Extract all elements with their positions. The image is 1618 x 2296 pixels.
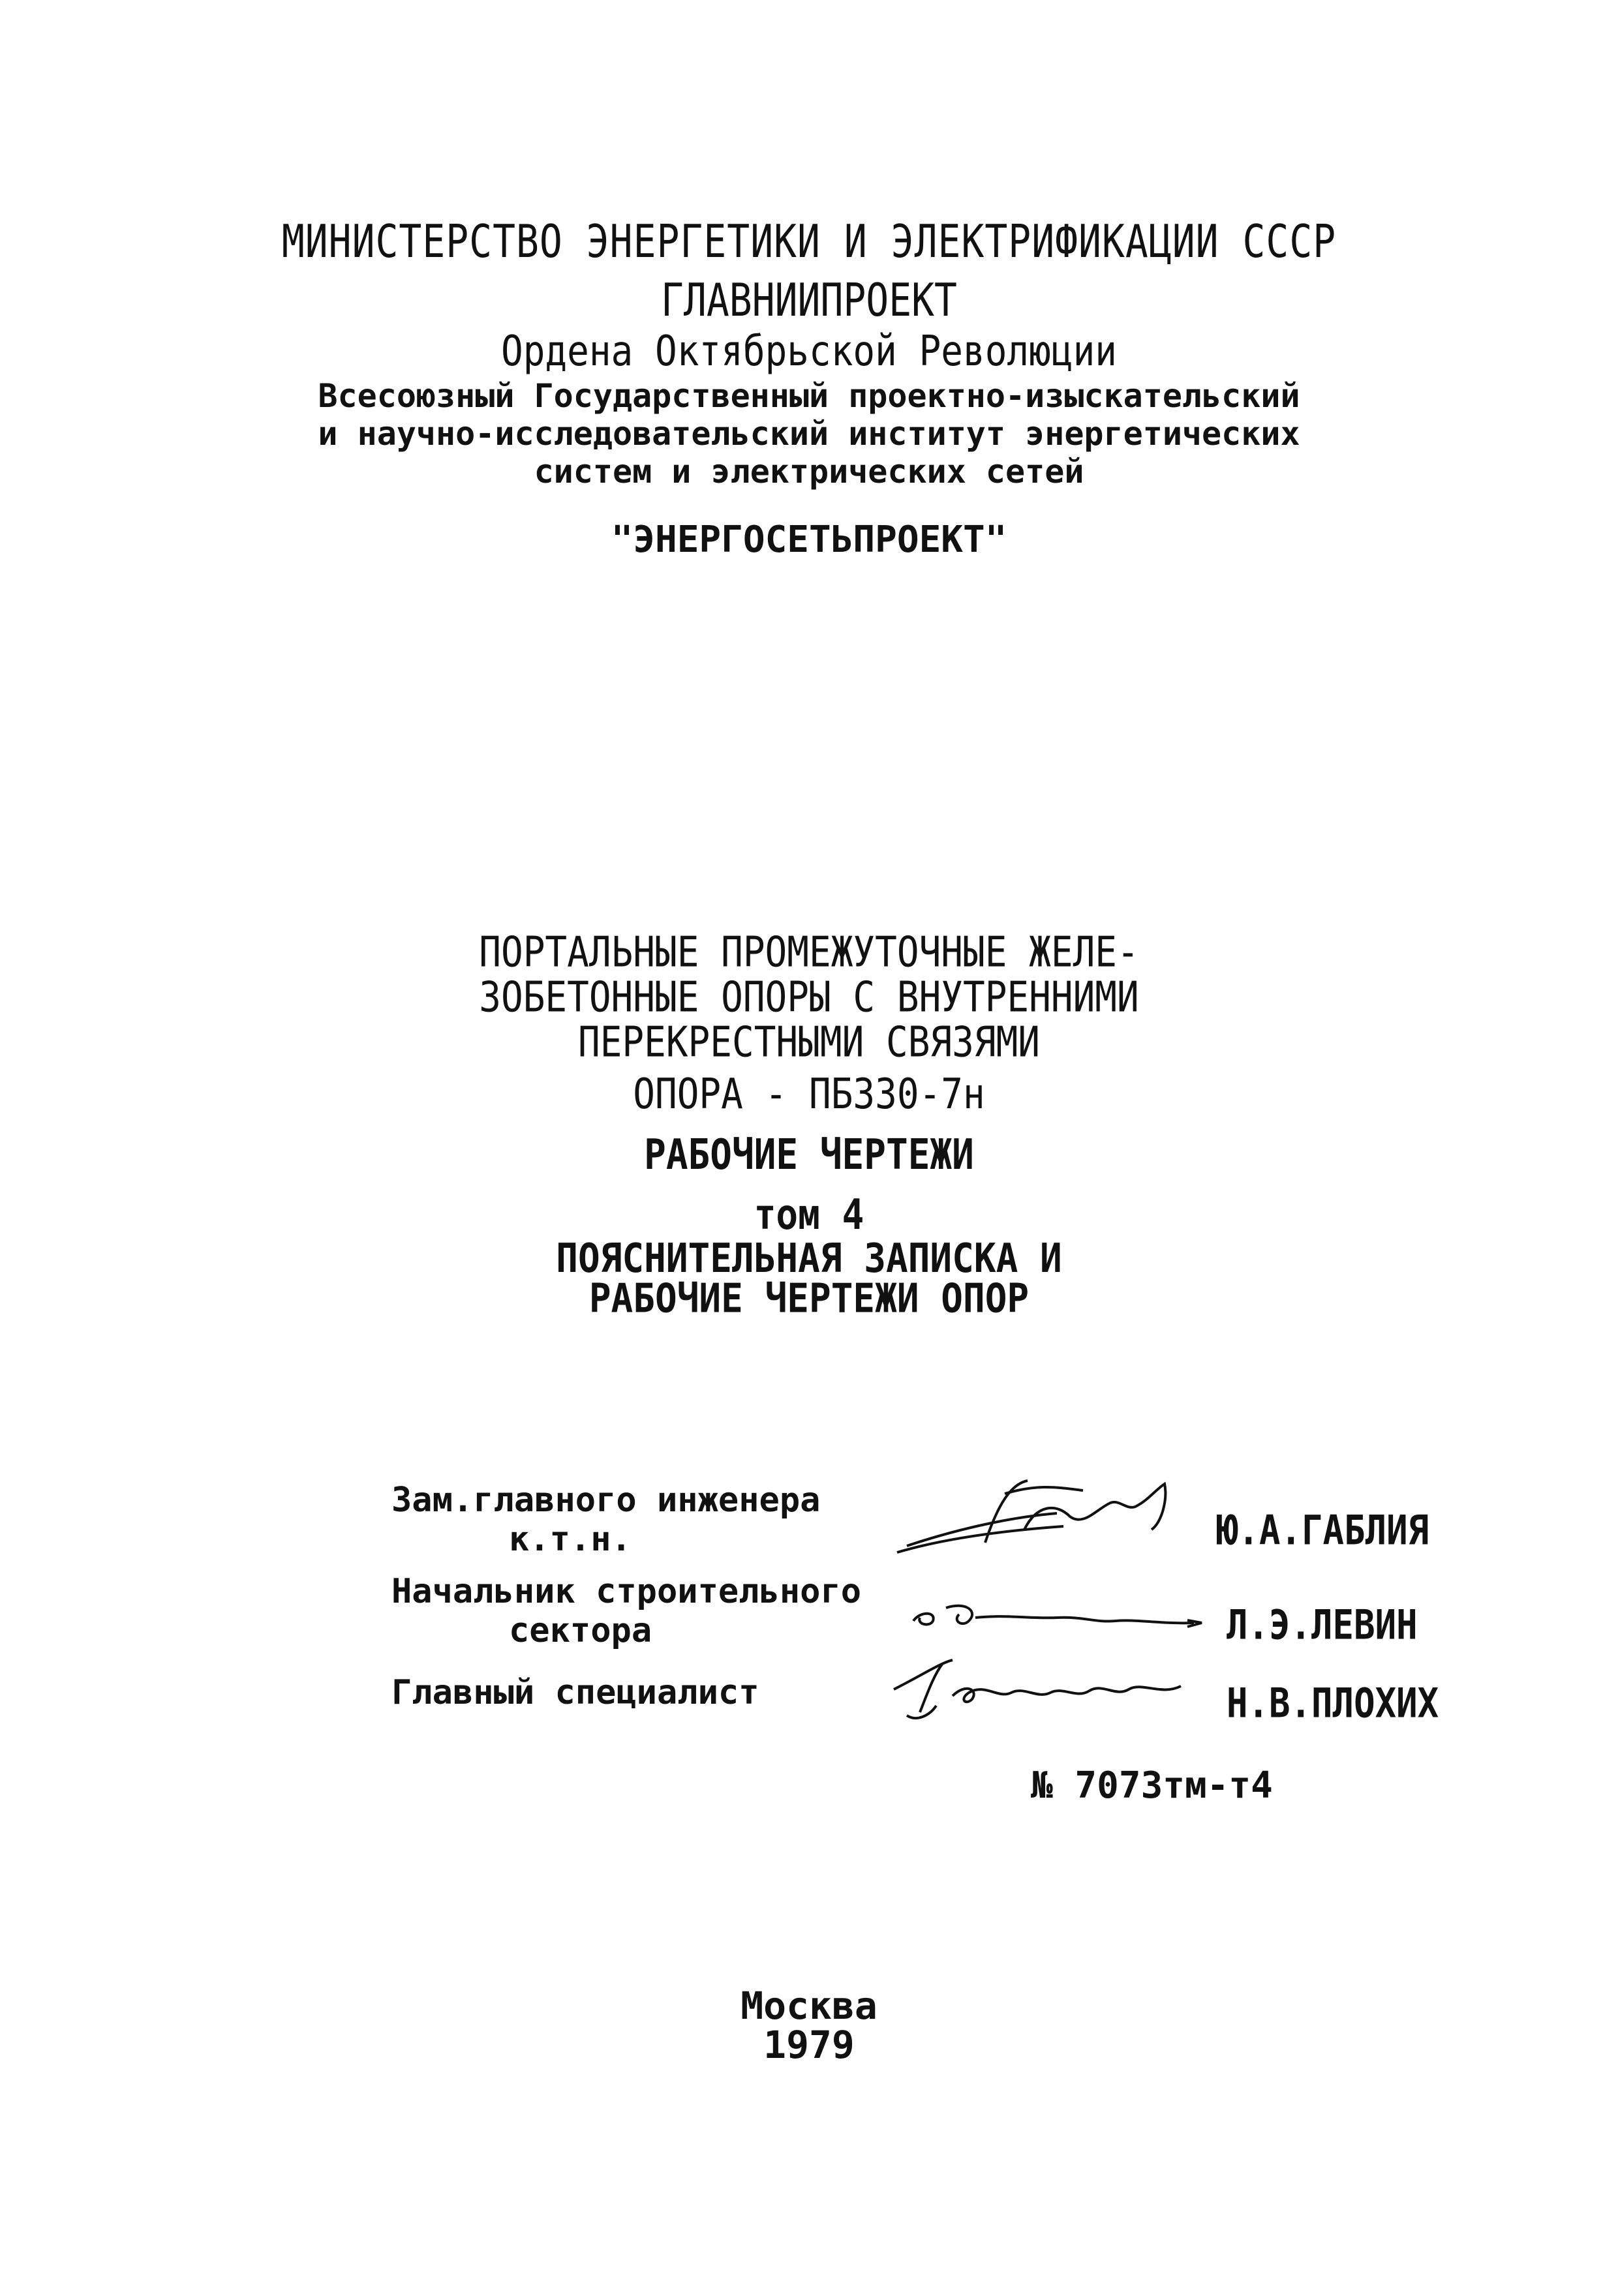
contents-line-2: РАБОЧИЕ ЧЕРТЕЖИ ОПОР (588, 1275, 1030, 1322)
institute-name (0, 377, 1618, 491)
ministry-heading: МИНИСТЕРСТВО ЭНЕРГЕТИКИ И ЭЛЕКТРИФИКАЦИИ СССР (281, 215, 1337, 268)
institute-short-name: "ЭНЕРГОСЕТЬПРОЕКТ" (611, 519, 1007, 561)
signature-3 (881, 1650, 1220, 1729)
title-line-3: ПЕРЕКРЕСТНЫМИ СВЯЗЯМИ (577, 1018, 1040, 1067)
role-1-line-1: Зам.главного инженера (391, 1481, 821, 1520)
signatory-role-1 (391, 1481, 820, 1559)
role-3-line-1: Главный специалист (391, 1673, 759, 1712)
document-number: № 7073тм-т4 (1031, 1764, 1273, 1807)
signatory-name-2: Л.Э.ЛЕВИН (1227, 1601, 1418, 1649)
signature-1 (887, 1464, 1200, 1562)
institute-line-2: и научно-исследовательский институт энергетических (318, 415, 1300, 453)
volume-label: том 4 (754, 1190, 864, 1239)
city: Москва (740, 1984, 878, 2028)
institute-line-3: систем и электрических сетей (534, 453, 1084, 491)
document-title (0, 928, 1618, 1067)
role-2-line-1: Начальник строительного (391, 1572, 862, 1611)
signatory-role-3 (391, 1673, 759, 1712)
working-drawings-label: РАБОЧИЕ ЧЕРТЕЖИ (644, 1130, 974, 1179)
title-line-2: ЗОБЕТОННЫЕ ОПОРЫ С ВНУТРЕННИМИ (479, 973, 1139, 1022)
title-line-1: ПОРТАЛЬНЫЕ ПРОМЕЖУТОЧНЫЕ ЖЕЛЕ- (479, 928, 1139, 977)
order-heading: Ордена Октябрьской Революции (500, 327, 1117, 376)
signatory-name-1: Ю.А.ГАБЛИЯ (1217, 1507, 1429, 1554)
volume-contents (0, 1235, 1618, 1322)
year: 1979 (763, 2023, 855, 2067)
signatory-role-2 (391, 1572, 861, 1650)
city-year (0, 1984, 1618, 2067)
contents-line-1: ПОЯСНИТЕЛЬНАЯ ЗАПИСКА И (556, 1235, 1062, 1282)
glavniiproekt-heading: ГЛАВНИИПРОЕКТ (661, 273, 957, 327)
institute-line-1: Всесоюзный Государственный проектно-изыскательский (318, 377, 1300, 415)
role-1-line-2: к.т.н. (509, 1520, 632, 1559)
signature-2 (900, 1592, 1227, 1644)
support-designation: ОПОРА - ПБ330-7н (633, 1070, 985, 1119)
role-2-line-2: сектора (509, 1611, 652, 1650)
signatory-name-3: Н.В.ПЛОХИХ (1227, 1680, 1439, 1727)
